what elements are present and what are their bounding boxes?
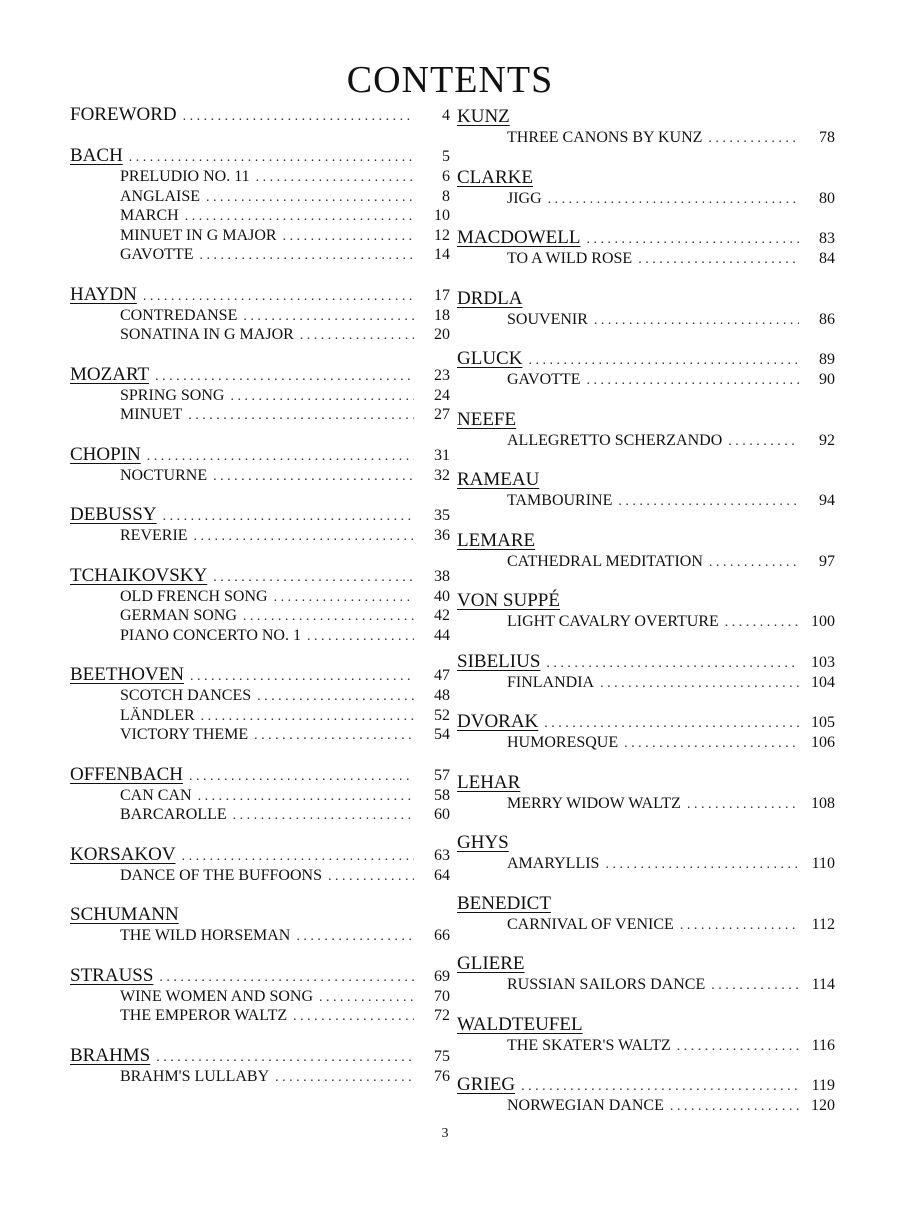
toc-heading-row [457,953,835,975]
composer-heading: OFFENBACH [70,763,183,785]
dot-leader [687,795,799,815]
toc-heading-row [70,504,450,526]
dot-leader [528,350,799,372]
toc-heading-row [457,832,835,854]
toc-section [70,965,450,1026]
piece-title: LÄNDLER [120,706,195,724]
composer-heading: VON SUPPÉ [457,590,560,611]
toc-entry-row [457,128,835,148]
toc-section [457,953,835,995]
toc-section [70,504,450,546]
toc-entry-row [70,206,450,226]
dot-leader [546,653,799,675]
page-ref: 23 [434,366,450,384]
toc-section [70,364,450,425]
page-ref: 6 [442,168,450,185]
page-ref: 63 [434,846,450,864]
dot-leader [185,207,414,227]
dot-leader [300,326,414,346]
dot-leader [243,607,414,627]
composer-heading: DVORAK [457,711,539,732]
composer-heading: BENEDICT [457,892,551,914]
toc-section [70,904,450,946]
toc-heading-row [457,167,835,189]
page-ref: 17 [434,286,450,304]
page-ref: 116 [811,1036,835,1054]
piece-title: SONATINA IN G MAJOR [120,326,294,343]
toc-section [457,409,835,451]
piece-title: ANGLAISE [120,187,200,205]
dot-leader [624,734,799,754]
page-ref: 38 [434,567,450,585]
dot-leader [243,307,414,327]
dot-leader [711,976,799,996]
dot-leader [147,446,414,468]
page-ref: 57 [434,766,450,784]
dot-leader [129,147,414,169]
piece-title: DANCE OF THE BUFFOONS [120,866,322,884]
toc-heading-row [70,284,450,306]
page-ref: 84 [819,250,835,267]
page-ref: 5 [442,148,450,165]
toc-section [457,1014,835,1056]
dot-leader [163,506,414,528]
page-ref: 83 [819,230,835,247]
toc-section [457,530,835,572]
composer-heading: KORSAKOV [70,843,176,865]
piece-title: LIGHT CAVALRY OVERTURE [507,613,719,630]
dot-leader [586,371,799,391]
toc-heading-row [457,1014,835,1036]
toc-heading-row [457,651,835,673]
dot-leader [680,916,799,936]
toc-heading-row [70,904,450,926]
toc-section [457,348,835,390]
piece-title: BARCAROLLE [120,806,227,823]
piece-title: SCOTCH DANCES [120,687,252,704]
page-ref: 52 [434,706,450,724]
toc-heading-row [70,965,450,987]
page-ref: 108 [811,794,835,812]
toc-heading-row [70,844,450,866]
piece-title: MERRY WIDOW WALTZ [507,794,681,812]
piece-title: SPRING SONG [120,386,225,404]
toc-entry-row [70,466,450,486]
dot-leader [521,1076,799,1098]
dot-leader [638,250,799,270]
page-ref: 20 [434,326,450,343]
page-ref: 8 [442,187,450,205]
toc-section [457,590,835,632]
toc-entry-row [70,725,450,745]
toc-entry-row [457,915,835,935]
dot-leader [586,229,799,251]
dot-leader [257,687,414,707]
page-ref: 86 [819,310,835,328]
composer-heading: HAYDN [70,283,137,305]
dot-leader [206,188,414,208]
piece-title: GAVOTTE [507,371,581,388]
toc-entry-row [70,1067,450,1087]
toc-heading-row [70,1045,450,1067]
toc-heading-row [457,530,835,552]
composer-heading: MOZART [70,363,150,385]
dot-leader [725,613,799,633]
page-ref: 106 [811,734,835,751]
dot-leader [155,366,414,388]
toc-section [70,145,450,265]
piece-title: VICTORY THEME [120,726,249,743]
page-ref: 32 [434,466,450,484]
toc-section [70,104,450,126]
piece-title: WINE WOMEN AND SONG [120,987,314,1005]
toc-entry-row [70,987,450,1007]
dot-leader [274,588,414,608]
piece-title: CARNIVAL OF VENICE [507,915,674,933]
page-ref: 64 [434,866,450,884]
toc-entry-row [457,552,835,572]
contents-left-column [70,104,450,1086]
page-ref: 89 [819,351,835,368]
toc-entry-row [70,606,450,626]
composer-heading: BEETHOVEN [70,664,184,685]
toc-entry-row [70,325,450,345]
toc-heading-row [70,664,450,686]
toc-heading-row [70,145,450,167]
page-ref: 97 [819,552,835,570]
page-number: 3 [441,1126,449,1141]
page-ref: 36 [434,527,450,544]
page-ref: 75 [434,1047,450,1065]
page-ref: 70 [434,987,450,1005]
page-ref: 110 [811,855,835,872]
dot-leader [544,713,799,735]
toc-entry-row [457,1096,835,1116]
piece-title: ALLEGRETTO SCHERZANDO [507,431,723,449]
composer-heading: SIBELIUS [457,650,541,672]
composer-heading: LEMARE [457,529,536,551]
toc-entry-row [457,431,835,451]
toc-entry-row [70,805,450,825]
page-ref: 120 [811,1097,835,1114]
page-ref: 76 [434,1067,450,1085]
toc-heading-row [457,409,835,431]
toc-heading-row [70,364,450,386]
piece-title: THREE CANONS BY KUNZ [507,129,703,146]
piece-title: CONTREDANSE [120,306,238,324]
page-ref: 112 [811,915,835,933]
composer-heading: GLIERE [457,953,525,974]
dot-leader [194,527,414,547]
toc-entry-row [70,786,450,806]
page-ref: 66 [434,927,450,944]
page-ref: 54 [434,726,450,743]
piece-title: MINUET [120,406,183,423]
toc-entry-row [457,310,835,330]
piece-title: SOUVENIR [507,310,588,328]
composer-heading: SCHUMANN [70,904,179,925]
dot-leader [159,967,414,989]
toc-heading-row [457,893,835,915]
piece-title: RUSSIAN SAILORS DANCE [507,976,706,993]
dot-leader [254,726,414,746]
page-ref: 48 [434,687,450,704]
piece-title: JIGG [507,189,542,207]
dot-leader [709,553,799,573]
composer-heading: WALDTEUFEL [457,1013,583,1035]
toc-section [70,844,450,886]
dot-leader [213,467,414,487]
toc-section [457,227,835,269]
toc-entry-row [70,526,450,546]
page-ref: 119 [811,1077,835,1094]
page-title: CONTENTS [346,59,554,101]
piece-title: MINUET IN G MAJOR [120,226,277,244]
page-ref: 47 [434,667,450,684]
toc-heading-row [457,227,835,249]
piece-title: FINLANDIA [507,673,595,691]
piece-title: MARCH [120,207,179,224]
page-ref: 27 [434,406,450,423]
toc-section [457,832,835,874]
page-ref: 114 [811,976,835,993]
page-ref: 4 [442,107,450,124]
dot-leader [605,855,799,875]
toc-entry-row [457,975,835,995]
piece-title: PRELUDIO NO. 11 [120,168,250,185]
composer-heading: LEHAR [457,771,521,793]
toc-heading-row [457,469,835,491]
dot-leader [548,190,799,210]
toc-entry-row [457,189,835,209]
toc-section [457,106,835,148]
piece-title: HUMORESQUE [507,734,619,751]
dot-leader [296,927,414,947]
page-ref: 24 [434,386,450,404]
dot-leader [233,806,414,826]
dot-leader [143,286,414,308]
toc-heading-row [70,565,450,587]
composer-heading: MACDOWELL [457,227,581,248]
piece-title: BRAHM'S LULLABY [120,1067,270,1085]
dot-leader [670,1097,799,1117]
toc-entry-row [457,733,835,753]
piece-title: THE SKATER'S WALTZ [507,1036,671,1054]
dot-leader [293,1007,414,1027]
toc-section [457,772,835,814]
dot-leader [188,406,414,426]
toc-heading-row [457,288,835,310]
toc-heading-row [457,106,835,128]
piece-title: TO A WILD ROSE [507,250,633,267]
dot-leader [190,666,414,688]
dot-leader [594,311,799,331]
piece-title: GAVOTTE [120,246,194,263]
dot-leader [319,988,414,1008]
toc-section [457,288,835,330]
toc-entry-row [70,226,450,246]
page-ref: 31 [434,446,450,464]
page-ref: 80 [819,189,835,207]
dot-leader [189,766,414,788]
page-ref: 18 [434,306,450,324]
toc-heading-row [457,711,835,733]
toc-entry-row [457,491,835,511]
page-ref: 42 [434,607,450,624]
composer-heading: BRAHMS [70,1044,151,1066]
piece-title: GERMAN SONG [120,607,237,624]
toc-heading-row [70,444,450,466]
toc-entry-row [457,794,835,814]
composer-heading: FOREWORD [70,104,177,125]
toc-entry-row [457,673,835,693]
piece-title: CAN CAN [120,786,192,804]
toc-entry-row [70,706,450,726]
piece-title: REVERIE [120,527,188,544]
dot-leader [256,168,414,188]
toc-entry-row [70,587,450,607]
toc-entry-row [70,167,450,187]
dot-leader [182,846,414,868]
piece-title: THE EMPEROR WALTZ [120,1007,288,1024]
piece-title: NOCTURNE [120,466,208,484]
toc-section [70,1045,450,1087]
toc-section [457,893,835,935]
page-ref: 69 [434,967,450,985]
composer-heading: DEBUSSY [70,504,157,525]
contents-right-column [457,106,835,1116]
toc-section [70,444,450,486]
dot-leader [728,432,799,452]
page-ref: 90 [819,371,835,388]
page-ref: 72 [434,1007,450,1024]
page-ref: 44 [434,626,450,644]
piece-title: PIANO CONCERTO NO. 1 [120,626,301,644]
page-ref: 103 [811,653,835,671]
composer-heading: GHYS [457,832,509,853]
toc-entry-row [70,245,450,265]
page-ref: 60 [434,806,450,823]
page-ref: 105 [811,714,835,731]
toc-heading-row [457,348,835,370]
toc-section [457,469,835,511]
dot-leader [677,1037,799,1057]
composer-heading: DRDLA [457,287,523,309]
toc-section [70,764,450,825]
toc-section [457,711,835,753]
page-ref: 58 [434,786,450,804]
dot-leader [328,867,414,887]
toc-section [457,651,835,693]
toc-section [70,565,450,646]
toc-section [457,167,835,209]
composer-heading: GLUCK [457,348,523,369]
composer-heading: STRAUSS [70,964,154,986]
toc-heading-row [457,772,835,794]
dot-leader [213,567,414,589]
composer-heading: GRIEG [457,1074,516,1095]
toc-heading-row [70,104,450,126]
page-ref: 100 [811,613,835,630]
toc-heading-row [457,1074,835,1096]
composer-heading: BACH [70,145,123,166]
toc-entry-row [457,612,835,632]
toc-entry-row [70,626,450,646]
piece-title: NORWEGIAN DANCE [507,1097,664,1114]
dot-leader [275,1068,414,1088]
toc-entry-row [70,1006,450,1026]
piece-title: OLD FRENCH SONG [120,587,268,605]
toc-entry-row [457,370,835,390]
piece-title: THE WILD HORSEMAN [120,927,291,944]
dot-leader [230,387,414,407]
dot-leader [283,227,414,247]
toc-section [70,664,450,745]
composer-heading: NEEFE [457,408,517,430]
toc-heading-row [70,764,450,786]
composer-heading: CLARKE [457,166,533,188]
dot-leader [307,627,414,647]
piece-title: CATHEDRAL MEDITATION [507,552,703,570]
toc-entry-row [457,1036,835,1056]
toc-entry-row [70,926,450,946]
dot-leader [600,674,799,694]
toc-section [70,284,450,345]
composer-heading: TCHAIKOVSKY [70,564,208,586]
toc-section [457,1074,835,1116]
dot-leader [618,492,799,512]
toc-entry-row [70,866,450,886]
piece-title: TAMBOURINE [507,492,613,509]
toc-entry-row [70,405,450,425]
toc-entry-row [70,306,450,326]
toc-entry-row [70,686,450,706]
page-ref: 10 [434,207,450,224]
page-ref: 12 [434,226,450,244]
dot-leader [156,1047,414,1069]
toc-entry-row [70,386,450,406]
dot-leader [201,707,414,727]
toc-heading-row [457,590,835,612]
toc-entry-row [457,249,835,269]
toc-entry-row [457,854,835,874]
composer-heading: KUNZ [457,106,510,127]
page-ref: 78 [819,129,835,146]
page-ref: 92 [819,431,835,449]
composer-heading: CHOPIN [70,443,141,465]
toc-entry-row [70,187,450,207]
dot-leader [708,129,799,149]
page-ref: 14 [434,246,450,263]
page-ref: 94 [819,492,835,509]
composer-heading: RAMEAU [457,469,540,490]
page-ref: 35 [434,507,450,524]
dot-leader [198,787,414,807]
dot-leader [183,106,414,128]
piece-title: AMARYLLIS [507,855,600,872]
page-ref: 40 [434,587,450,605]
page-ref: 104 [811,673,835,691]
dot-leader [199,246,414,266]
